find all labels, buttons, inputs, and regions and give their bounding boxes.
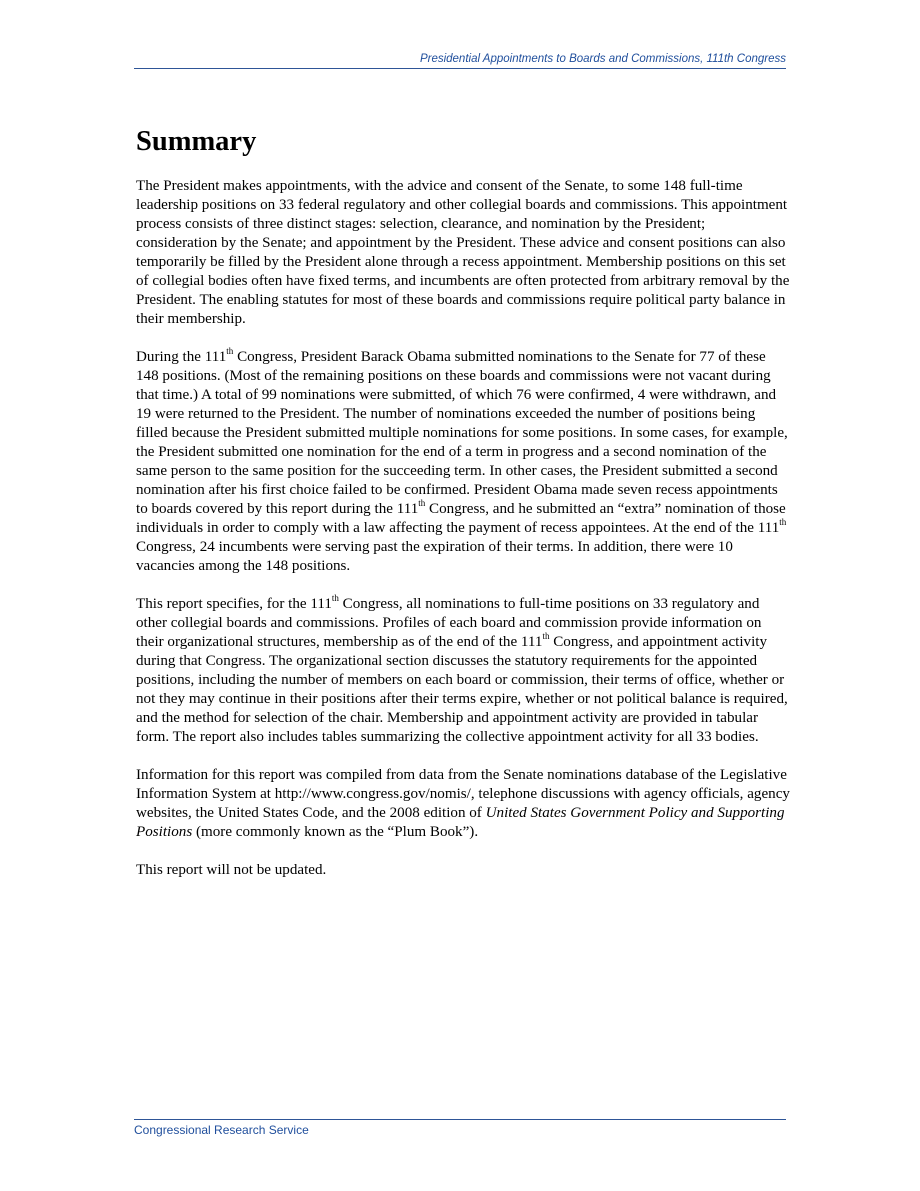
- running-header: [134, 52, 786, 69]
- page-title: Summary: [136, 126, 257, 157]
- page-footer: [134, 1119, 786, 1137]
- paragraph-4: Information for this report was compiled from data from the Senate nominations database of the Legislative Information System at http://www.congress.gov/nomis/, telephone discussions with agency officials, agency websites, the United States Code, and the 2008 edition of United States Government Policy and Supporting Positions (more commonly known as the “Plum Book”).: [136, 767, 790, 840]
- footer-organization: Congressional Research Service: [134, 1123, 309, 1137]
- paragraph-5: This report will not be updated.: [136, 862, 327, 878]
- summary-body: [136, 177, 790, 899]
- plum-book-title: United States Government Policy and Supporting Positions: [136, 805, 785, 840]
- paragraph-3: This report specifies, for the 111th Congress, all nominations to full-time positions on 33 regulatory and other collegial boards and commissions. Profiles of each board and commission provide information on their organizational structures, membership as of the end of the 111th Congress, and appointment activity during that Congress. The organizational section discusses the statutory requirements for the appointed positions, including the number of members on each board or commission, their terms of office, whether or not they may continue in their positions after their terms expire, whether or not political balance is required, and the method for selection of the chair. Membership and appointment activity are provided in tabular form. The report also includes tables summarizing the collective appointment activity for all 33 bodies.: [136, 592, 788, 745]
- running-title: Presidential Appointments to Boards and Commissions, 111th Congress: [419, 53, 786, 65]
- paragraph-2: During the 111th Congress, President Barack Obama submitted nominations to the Senate for 77 of these 148 positions. (Most of the remaining positions on these boards and commissions were not vacant during that time.) A total of 99 nominations were submitted, of which 76 were confirmed, 4 were withdrawn, and 19 were returned to the President. The number of nominations exceeded the number of positions being filled because the President submitted multiple nominations for some positions. In some cases, for example, the President submitted one nomination for the end of a term in progress and a second nomination of the same person to the same position for the succeeding term. In other cases, the President submitted a second nomination after his first choice failed to be confirmed. President Obama made seven recess appointments to boards covered by this report during the 111th Congress, and he submitted an “extra” nomination of those individuals in order to comply with a law affecting the payment of recess appointees. At the end of the 111th Congress, 24 incumbents were serving past the expiration of their terms. In addition, there were 10 vacancies among the 148 positions.: [136, 345, 788, 574]
- paragraph-1: The President makes appointments, with the advice and consent of the Senate, to some 148 full-time leadership positions on 33 federal regulatory and other collegial boards and commissions. This appointment process consists of three distinct stages: selection, clearance, and nomination by the President; consideration by the Senate; and appointment by the President. These advice and consent positions can also temporarily be filled by the President alone through a recess appointment. Membership positions on this set of collegial bodies often have fixed terms, and incumbents are often protected from arbitrary removal by the President. The enabling statutes for most of these boards and commissions require political party balance in their membership.: [136, 178, 790, 327]
